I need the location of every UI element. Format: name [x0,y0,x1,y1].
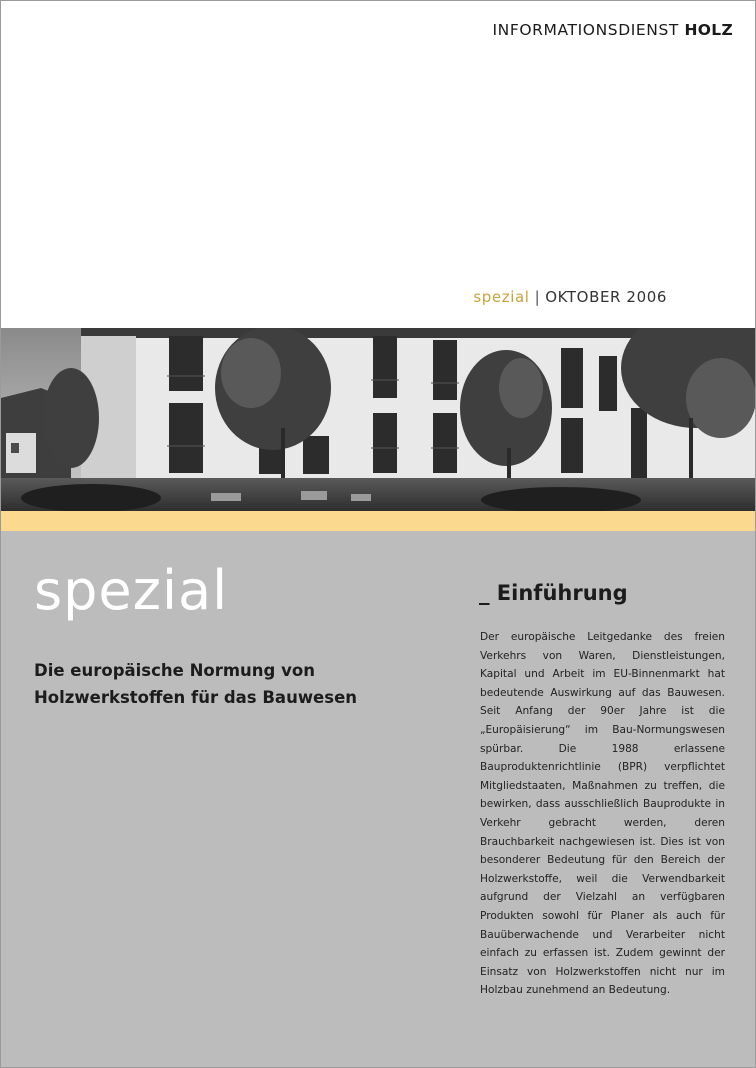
subtitle-line-2: Holzwerkstoffen für das Bauwesen [34,688,358,707]
issue-series: spezial [473,288,530,306]
accent-stripe [1,511,755,531]
brand-bold: HOLZ [684,21,733,39]
cover-title: spezial [34,559,229,622]
cover-subtitle [34,657,414,711]
issue-line [473,288,667,306]
intro-body: Der europäische Leitgedanke des freien Verkehrs von Waren, Dienstleistungen, Kapital und Arbeit im EU-Binnenmarkt hat bedeutende Auswirkung auf das Bauwesen. Seit Anfang der 90er Jahre ist die „Europäisierung“ im Bau-Normungswesen spürbar. Die 1988 erlassene Bauproduktenrichtlinie (BPR) verpflichtet Mitgliedstaaten, Maßnahmen zu treffen, die bewirken, dass ausschließlich Bauprodukte in Verkehr gebracht werden, deren Brauchbarkeit nachgewiesen ist. Dies ist von besonderer Bedeutung für den Bereich der Holzwerkstoffe, weil die Verwendbarkeit aufgrund der Vielzahl an verfügbaren Produkten sowohl für Planer als auch für Bauüberwachende und Verarbeiter nicht einfach zu erfassen ist. Zudem gewinnt der Einsatz von Holzwerkstoffen nicht nur im Holzbau zunehmend an Bedeutung. [480,631,725,997]
intro-heading: _ Einführung [479,581,628,605]
issue-date: OKTOBER 2006 [545,288,667,306]
brand-regular: INFORMATIONSDIENST [492,21,679,39]
building-photo [1,328,755,511]
issue-separator: | [534,288,541,306]
subtitle-line-1: Die europäische Normung von [34,661,315,680]
publisher-brand [493,21,734,39]
